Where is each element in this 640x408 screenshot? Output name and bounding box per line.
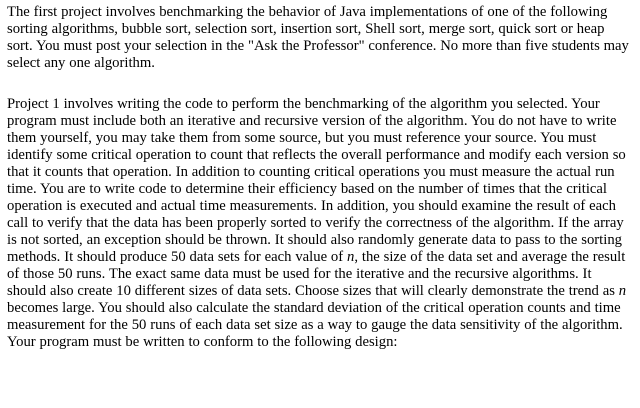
paragraph-project-1-details bbox=[7, 96, 633, 351]
text-segment: becomes large. You should also calculate the standard deviation of the critical operation counts and time measurement for the 50 runs of each data set size as a way to gauge the data sensitivity of the algorithm. Your program must be written to conform to the following design: bbox=[7, 300, 623, 350]
text-segment: , the size of the data set and average the result of those 50 runs. The exact same data must be used for the iterative and the recursive algorithms. It should also create 10 different sizes of data sets. Choose sizes that will clearly demonstrate the trend as bbox=[7, 249, 626, 299]
document-body bbox=[7, 4, 633, 351]
text-segment: Project 1 involves writing the code to perform the benchmarking of the algorithm you selected. Your program must include both an iterative and recursive version of the algorithm. You do not have to write them yourself, you may take them from some source, but you must reference your source. You must identify some critical operation to count that reflects the overall performance and modify each version so that it counts that operation. In addition to counting critical operations you must measure the actual run time. You are to write code to determine their efficiency based on the number of times that the critical operation is executed and actual time measurements. In addition, you should examine the result of each call to verify that the data has been properly sorted to verify the correctness of the algorithm. If the array is not sorted, an exception should be thrown. It should also randomly generate data to pass to the sorting methods. It should produce 50 data sets for each value of bbox=[7, 96, 626, 265]
text-segment: n bbox=[618, 283, 627, 299]
text-segment: The first project involves benchmarking the behavior of Java implementations of one of the following sorting algorithms, bubble sort, selection sort, insertion sort, Shell sort, merge sort, quick sort or heap sort. You must post your selection in the "Ask the Professor" conference. No more than five students may select any one algorithm. bbox=[7, 4, 629, 71]
paragraph-project-selection bbox=[7, 4, 633, 72]
text-segment: n bbox=[347, 249, 355, 265]
